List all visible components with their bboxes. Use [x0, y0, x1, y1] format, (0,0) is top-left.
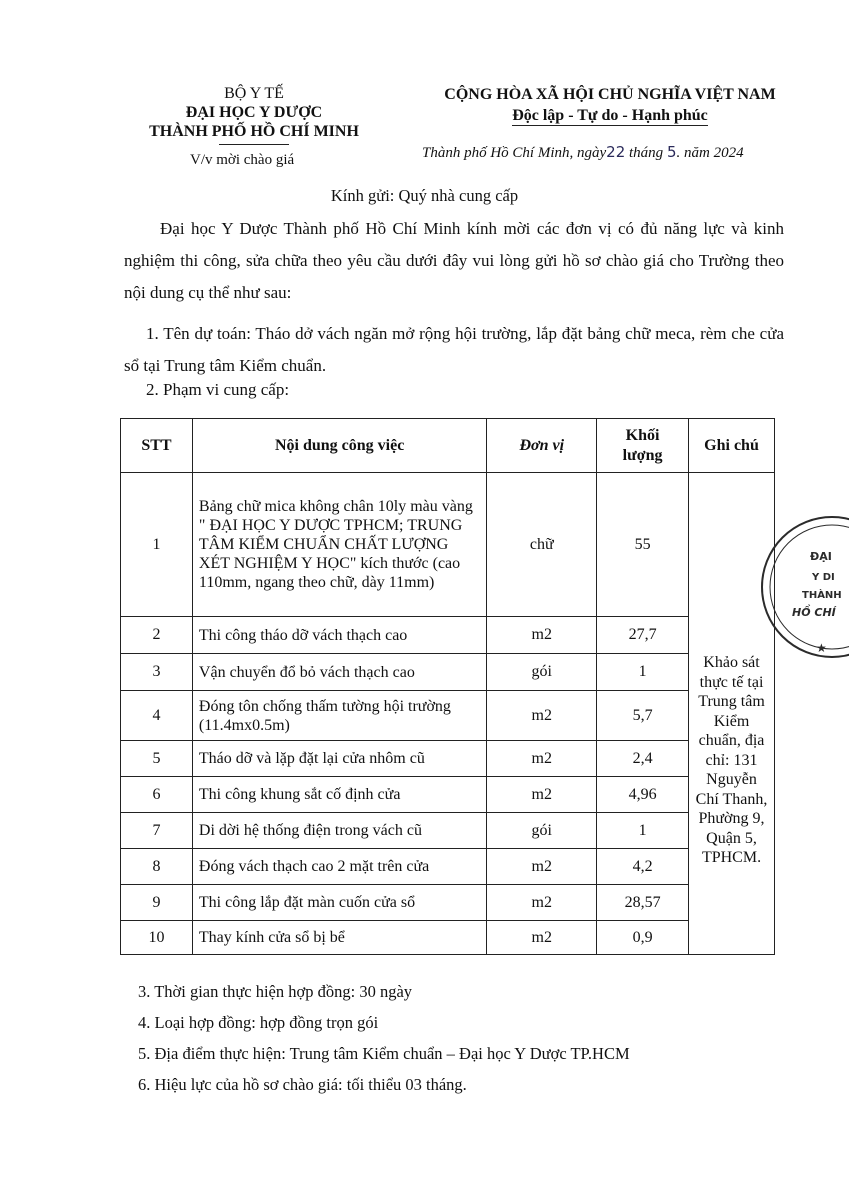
- row-content: Thay kính cửa sổ bị bể: [192, 921, 486, 955]
- seal-text-line: HỒ CHÍ: [792, 606, 836, 619]
- issuer-divider: [219, 144, 289, 145]
- item-1-estimate-name: 1. Tên dự toán: Tháo dở vách ngăn mở rộng hội trường, lắp đặt bảng chữ meca, rèm che cửa sổ tại Trung tâm Kiểm chuẩn.: [124, 324, 784, 375]
- table-row: [121, 813, 775, 849]
- row-quantity: 28,57: [597, 885, 689, 921]
- row-quantity: 0,9: [597, 921, 689, 955]
- header-unit: Đơn vị: [487, 419, 597, 473]
- seal-text-line: THÀNH: [802, 590, 842, 601]
- row-content: Vận chuyển đổ bỏ vách thạch cao: [192, 654, 486, 691]
- table-row: [121, 691, 775, 741]
- row-unit: m2: [487, 617, 597, 654]
- table-row: [121, 777, 775, 813]
- university-name-line2: THÀNH PHỐ HỒ CHÍ MINH: [149, 123, 359, 140]
- seal-text-line: Y DI: [812, 572, 835, 583]
- date-prefix: Thành phố Hồ Chí Minh, ngày: [422, 145, 607, 161]
- scope-table: [120, 418, 775, 955]
- row-content: Bảng chữ mica không chân 10ly màu vàng " ĐẠI HỌC Y DƯỢC TPHCM; TRUNG TÂM KIỂM CHUẨN CHẤT LƯỢNG XÉT NGHIỆM Y HỌC" kích thước (cao 110mm, ngang theo chữ, dày 11mm): [192, 473, 486, 617]
- row-quantity: 1: [597, 813, 689, 849]
- row-content: Đóng vách thạch cao 2 mặt trên cửa: [192, 849, 486, 885]
- table-row: [121, 741, 775, 777]
- row-stt: 6: [121, 777, 193, 813]
- row-stt: 8: [121, 849, 193, 885]
- row-unit: m2: [487, 885, 597, 921]
- seal-text-line: ĐẠI: [810, 550, 832, 563]
- row-quantity: 55: [597, 473, 689, 617]
- date-year: năm 2024: [683, 145, 744, 161]
- row-stt: 4: [121, 691, 193, 741]
- row-unit: gói: [487, 654, 597, 691]
- table-row: [121, 885, 775, 921]
- table-row: [121, 921, 775, 955]
- date-day: 22: [606, 143, 626, 161]
- row-note: Khảo sát thực tế tại Trung tâm Kiểm chuẩn, địa chỉ: 131 Nguyễn Chí Thanh, Phường 9, Quận 5, TPHCM.: [689, 473, 775, 955]
- item-5-location: 5. Địa điểm thực hiện: Trung tâm Kiểm chuẩn – Đại học Y Dược TP.HCM: [138, 1044, 630, 1063]
- table-row: [121, 849, 775, 885]
- date-month: 5: [666, 143, 677, 161]
- row-quantity: 1: [597, 654, 689, 691]
- row-stt: 10: [121, 921, 193, 955]
- row-stt: 9: [121, 885, 193, 921]
- row-content: Thi công lắp đặt màn cuốn cửa sổ: [192, 885, 486, 921]
- table-row: [121, 473, 775, 617]
- item-2-scope: 2. Phạm vi cung cấp:: [146, 380, 290, 399]
- row-stt: 5: [121, 741, 193, 777]
- row-content: Tháo dỡ và lặp đặt lại cửa nhôm cũ: [192, 741, 486, 777]
- seal-star-icon: ★: [816, 641, 827, 655]
- document-subject: V/v mời chào giá: [190, 152, 295, 168]
- row-quantity: 5,7: [597, 691, 689, 741]
- table-row: [121, 617, 775, 654]
- row-quantity: 27,7: [597, 617, 689, 654]
- national-header: [420, 84, 800, 126]
- issuer-block: [120, 84, 388, 145]
- row-content: Đóng tôn chống thấm tường hội trường (11.4mx0.5m): [192, 691, 486, 741]
- row-unit: m2: [487, 921, 597, 955]
- row-stt: 3: [121, 654, 193, 691]
- row-unit: m2: [487, 849, 597, 885]
- row-quantity: 2,4: [597, 741, 689, 777]
- row-content: Thi công khung sắt cố định cửa: [192, 777, 486, 813]
- date-month-label: tháng: [629, 145, 664, 161]
- item-4-contract-type: 4. Loại hợp đồng: hợp đồng trọn gói: [138, 1013, 379, 1032]
- university-name-line1: ĐẠI HỌC Y DƯỢC: [185, 104, 323, 121]
- row-quantity: 4,2: [597, 849, 689, 885]
- row-unit: chữ: [487, 473, 597, 617]
- row-stt: 1: [121, 473, 193, 617]
- header-note: Ghi chú: [689, 419, 775, 473]
- row-unit: m2: [487, 741, 597, 777]
- row-content: Di dời hệ thống điện trong vách cũ: [192, 813, 486, 849]
- document-date: Thành phố Hồ Chí Minh, ngày22 tháng 5. năm 2024: [422, 143, 744, 161]
- header-stt: STT: [121, 419, 193, 473]
- ministry-name: BỘ Y TẾ: [224, 85, 284, 102]
- national-motto: Độc lập - Tự do - Hạnh phúc: [512, 107, 708, 124]
- intro-paragraph: Đại học Y Dược Thành phố Hồ Chí Minh kính mời các đơn vị có đủ năng lực và kinh nghiệm thi công, sửa chữa theo yêu cầu dưới đây vui lòng gửi hồ sơ chào giá cho Trường theo nội dung cụ thể như sau:: [124, 219, 784, 302]
- header-content: Nội dung công việc: [192, 419, 486, 473]
- row-quantity: 4,96: [597, 777, 689, 813]
- row-stt: 2: [121, 617, 193, 654]
- table-row: [121, 654, 775, 691]
- nation-name: CỘNG HÒA XÃ HỘI CHỦ NGHĨA VIỆT NAM: [444, 86, 776, 103]
- row-unit: m2: [487, 691, 597, 741]
- row-content: Thi công tháo dỡ vách thạch cao: [192, 617, 486, 654]
- official-seal-icon: [752, 512, 849, 662]
- header-quantity: Khối lượng: [597, 419, 689, 473]
- salutation: Kính gửi: Quý nhà cung cấp: [330, 186, 519, 205]
- item-3-duration: 3. Thời gian thực hiện hợp đồng: 30 ngày: [138, 982, 413, 1001]
- row-unit: m2: [487, 777, 597, 813]
- row-unit: gói: [487, 813, 597, 849]
- row-stt: 7: [121, 813, 193, 849]
- item-6-validity: 6. Hiệu lực của hồ sơ chào giá: tối thiểu 03 tháng.: [138, 1075, 467, 1094]
